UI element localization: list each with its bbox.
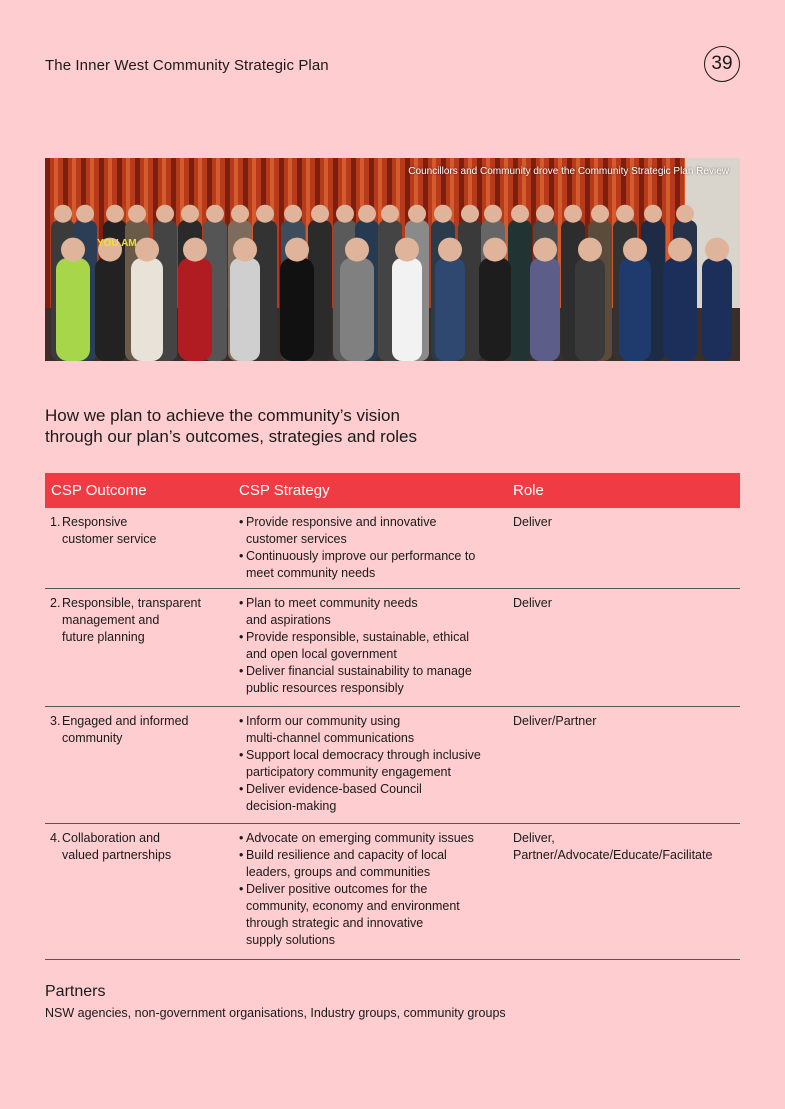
person-head bbox=[156, 205, 174, 223]
role-line: Deliver bbox=[513, 596, 552, 610]
person-head bbox=[461, 205, 479, 223]
person-body bbox=[131, 258, 163, 361]
strategy-item bbox=[239, 548, 508, 582]
strategy-cell bbox=[235, 707, 508, 823]
outcome bbox=[50, 713, 235, 747]
person-head bbox=[616, 205, 634, 223]
outcome-line: Engaged and informed bbox=[62, 714, 189, 728]
person-body bbox=[95, 258, 125, 361]
outcome-text bbox=[62, 595, 201, 646]
outcome bbox=[50, 830, 235, 864]
strategy-line: Inform our community using bbox=[246, 714, 401, 728]
person-body bbox=[479, 258, 511, 361]
bullet-icon: • bbox=[239, 549, 244, 563]
bullet-icon: • bbox=[239, 748, 244, 762]
outcome-cell bbox=[45, 824, 235, 959]
person-body bbox=[508, 220, 532, 361]
outcome-number: 2. bbox=[50, 596, 61, 610]
strategy-item bbox=[239, 747, 508, 781]
table-row bbox=[45, 707, 740, 824]
person-head bbox=[106, 205, 124, 223]
role-cell bbox=[508, 707, 596, 823]
person-head bbox=[591, 205, 609, 223]
person-body bbox=[663, 258, 697, 361]
outcome-line: management and bbox=[62, 613, 160, 627]
strategy-text bbox=[246, 747, 481, 781]
person-body bbox=[530, 258, 560, 361]
strategy-line: decision-making bbox=[246, 799, 337, 813]
person-head bbox=[61, 238, 85, 262]
person-head bbox=[345, 238, 369, 262]
bullet-icon: • bbox=[239, 515, 244, 529]
outcome-line: community bbox=[62, 731, 123, 745]
strategy-line: Deliver evidence-based Council bbox=[246, 782, 422, 796]
person-head bbox=[233, 238, 257, 262]
strategy-line: Build resilience and capacity of local bbox=[246, 848, 447, 862]
strategy-item bbox=[239, 881, 508, 949]
role-line: Deliver, bbox=[513, 831, 555, 845]
outcome-text bbox=[62, 514, 156, 548]
outcome-line: customer service bbox=[62, 532, 157, 546]
strategy-line: and open local government bbox=[246, 647, 397, 661]
person-head bbox=[434, 205, 452, 223]
person-body bbox=[178, 258, 212, 361]
strategy-cell bbox=[235, 508, 508, 588]
strategy-item bbox=[239, 713, 508, 747]
outcome-line: Collaboration and bbox=[62, 831, 160, 845]
person-head bbox=[536, 205, 554, 223]
person-head bbox=[705, 238, 729, 262]
outcome-text bbox=[62, 830, 171, 864]
strategy-line: Deliver financial sustainability to manage bbox=[246, 664, 472, 678]
page-header-title: The Inner West Community Strategic Plan bbox=[45, 57, 329, 74]
strategy-item bbox=[239, 847, 508, 881]
role-line: Deliver bbox=[513, 515, 552, 529]
strategy-text bbox=[246, 663, 472, 697]
person-head bbox=[484, 205, 502, 223]
outcome bbox=[50, 595, 235, 646]
section-heading bbox=[45, 405, 505, 447]
person-head bbox=[76, 205, 94, 223]
section-heading-line-2: through our plan’s outcomes, strategies and roles bbox=[45, 427, 418, 446]
strategy-cell bbox=[235, 589, 508, 706]
person-head bbox=[285, 238, 309, 262]
bullet-icon: • bbox=[239, 596, 244, 610]
strategy-line: Continuously improve our performance to bbox=[246, 549, 476, 563]
bullet-icon: • bbox=[239, 848, 244, 862]
bullet-icon: • bbox=[239, 831, 244, 845]
strategy-line: participatory community engagement bbox=[246, 765, 451, 779]
person-body bbox=[340, 258, 374, 361]
table-row bbox=[45, 824, 740, 960]
person-body bbox=[280, 258, 314, 361]
person-body bbox=[702, 258, 732, 361]
table-body bbox=[45, 508, 740, 960]
outcome-line: future planning bbox=[62, 630, 145, 644]
outcome-number: 4. bbox=[50, 831, 61, 845]
group-photo bbox=[45, 158, 740, 361]
strategy-line: public resources responsibly bbox=[246, 681, 404, 695]
page-number-badge: 39 bbox=[704, 46, 740, 82]
group-photo-illustration bbox=[45, 158, 740, 361]
role-line: Partner/Advocate/Educate/Facilitate bbox=[513, 848, 713, 862]
strategy-item bbox=[239, 595, 508, 629]
person-head bbox=[231, 205, 249, 223]
person-body bbox=[575, 258, 605, 361]
bullet-icon: • bbox=[239, 630, 244, 644]
person-head bbox=[438, 238, 462, 262]
outcome-line: Responsible, transparent bbox=[62, 596, 201, 610]
person-head bbox=[358, 205, 376, 223]
outcome-line: valued partnerships bbox=[62, 848, 172, 862]
header-role: Role bbox=[513, 482, 544, 499]
outcome-cell bbox=[45, 589, 235, 706]
outcome bbox=[50, 514, 235, 548]
outcome-number: 1. bbox=[50, 515, 61, 529]
header-csp-outcome: CSP Outcome bbox=[51, 482, 147, 499]
person-head bbox=[483, 238, 507, 262]
person-head bbox=[676, 205, 694, 223]
photo-caption: Councillors and Community drove the Community Strategic Plan Review bbox=[408, 166, 729, 177]
person-head bbox=[336, 205, 354, 223]
role-cell bbox=[508, 589, 552, 706]
strategy-item bbox=[239, 663, 508, 697]
person-body bbox=[619, 258, 651, 361]
strategy-line: Support local democracy through inclusive bbox=[246, 748, 481, 762]
strategy-text bbox=[246, 847, 447, 881]
person-head bbox=[408, 205, 426, 223]
strategy-item bbox=[239, 629, 508, 663]
strategy-text bbox=[246, 881, 460, 949]
person-head bbox=[135, 238, 159, 262]
person-head bbox=[395, 238, 419, 262]
person-head bbox=[564, 205, 582, 223]
person-head bbox=[54, 205, 72, 223]
strategy-line: Provide responsive and innovative bbox=[246, 515, 437, 529]
bullet-icon: • bbox=[239, 664, 244, 678]
table-row bbox=[45, 589, 740, 707]
strategy-line: multi-channel communications bbox=[246, 731, 415, 745]
strategy-line: community, economy and environment bbox=[246, 899, 460, 913]
strategy-text bbox=[246, 548, 475, 582]
role-cell bbox=[508, 508, 552, 588]
bullet-icon: • bbox=[239, 782, 244, 796]
outcome-cell bbox=[45, 707, 235, 823]
person-body bbox=[392, 258, 422, 361]
bullet-icon: • bbox=[239, 714, 244, 728]
bullet-icon: • bbox=[239, 882, 244, 896]
person-head bbox=[578, 238, 602, 262]
person-head bbox=[128, 205, 146, 223]
person-head bbox=[183, 238, 207, 262]
strategy-line: Advocate on emerging community issues bbox=[246, 831, 474, 845]
strategy-text bbox=[246, 830, 474, 847]
person-head bbox=[284, 205, 302, 223]
strategy-text bbox=[246, 595, 418, 629]
strategy-text bbox=[246, 514, 436, 548]
person-head bbox=[533, 238, 557, 262]
person-body bbox=[56, 258, 90, 361]
partners-text: NSW agencies, non-government organisations, Industry groups, community groups bbox=[45, 1006, 506, 1020]
role-line: Deliver/Partner bbox=[513, 714, 597, 728]
strategy-line: Deliver positive outcomes for the bbox=[246, 882, 428, 896]
person-head bbox=[623, 238, 647, 262]
strategy-cell bbox=[235, 824, 508, 959]
person-body bbox=[230, 258, 260, 361]
tshirt-print: YOU AM bbox=[97, 238, 137, 249]
outcome-text bbox=[62, 713, 188, 747]
table-row bbox=[45, 508, 740, 589]
person-head bbox=[644, 205, 662, 223]
person-head bbox=[381, 205, 399, 223]
strategy-item bbox=[239, 781, 508, 815]
strategy-line: Provide responsible, sustainable, ethical bbox=[246, 630, 470, 644]
outcome-cell bbox=[45, 508, 235, 588]
strategy-line: and aspirations bbox=[246, 613, 331, 627]
strategy-line: customer services bbox=[246, 532, 347, 546]
person-head bbox=[668, 238, 692, 262]
strategy-item bbox=[239, 514, 508, 548]
header-csp-strategy: CSP Strategy bbox=[239, 482, 330, 499]
table-header bbox=[45, 473, 740, 508]
strategy-line: Plan to meet community needs bbox=[246, 596, 418, 610]
role-cell bbox=[508, 824, 712, 959]
person-head bbox=[256, 205, 274, 223]
csp-table bbox=[45, 473, 740, 960]
strategy-line: through strategic and innovative bbox=[246, 916, 424, 930]
partners-title: Partners bbox=[45, 983, 106, 1000]
person-head bbox=[206, 205, 224, 223]
person-head bbox=[181, 205, 199, 223]
strategy-line: supply solutions bbox=[246, 933, 335, 947]
outcome-number: 3. bbox=[50, 714, 61, 728]
person-head bbox=[311, 205, 329, 223]
strategy-text bbox=[246, 781, 422, 815]
strategy-line: leaders, groups and communities bbox=[246, 865, 431, 879]
strategy-line: meet community needs bbox=[246, 566, 376, 580]
person-head bbox=[511, 205, 529, 223]
outcome-line: Responsive bbox=[62, 515, 128, 529]
strategy-item bbox=[239, 830, 508, 847]
section-heading-line-1: How we plan to achieve the community’s vision bbox=[45, 406, 400, 425]
strategy-text bbox=[246, 713, 414, 747]
person-body bbox=[435, 258, 465, 361]
strategy-text bbox=[246, 629, 469, 663]
